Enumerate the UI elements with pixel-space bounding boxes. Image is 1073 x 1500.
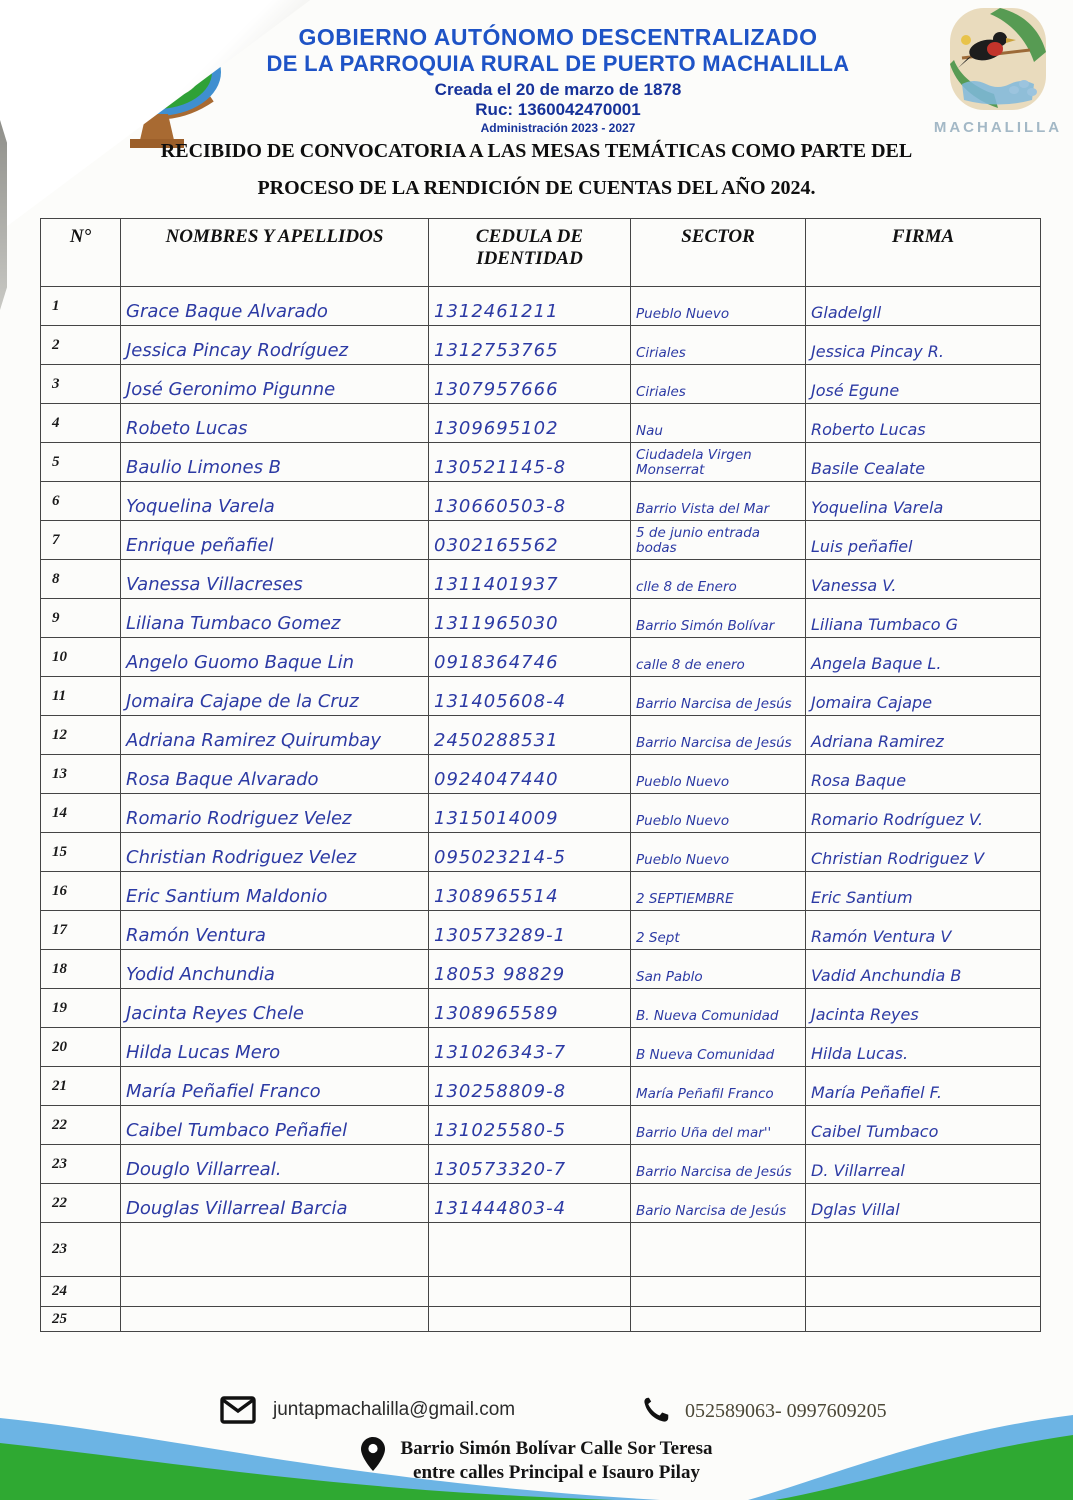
cedula-cell [429, 1223, 631, 1277]
document-title-line2: PROCESO DE LA RENDICIÓN DE CUENTAS DEL AÑO 2024. [257, 177, 816, 199]
firma-cell: Christian Rodriguez V [806, 833, 1041, 872]
row-number-cell: 25 [41, 1307, 121, 1332]
firma-cell: Vadid Anchundia B [806, 950, 1041, 989]
row-number-cell: 15 [41, 833, 121, 872]
table-row [41, 950, 1041, 989]
name-cell: Liliana Tumbaco Gomez [121, 599, 429, 638]
name-cell: Baulio Limones B [121, 443, 429, 482]
cedula-cell: 130573289-1 [429, 911, 631, 950]
table-row [41, 911, 1041, 950]
row-number-cell: 7 [41, 521, 121, 560]
row-number-cell: 2 [41, 326, 121, 365]
cedula-cell: 2450288531 [429, 716, 631, 755]
table-row [41, 599, 1041, 638]
org-header-text [248, 24, 868, 135]
attendance-table-body [41, 287, 1041, 1332]
row-number-cell: 22 [41, 1106, 121, 1145]
row-number-cell: 23 [41, 1145, 121, 1184]
name-cell: Yoquelina Varela [121, 482, 429, 521]
cedula-cell: 131026343-7 [429, 1028, 631, 1067]
row-number-cell: 11 [41, 677, 121, 716]
table-row [41, 833, 1041, 872]
org-name-line1: GOBIERNO AUTÓNOMO DESCENTRALIZADO [298, 24, 818, 50]
cedula-cell: 1312461211 [429, 287, 631, 326]
firma-cell: Caibel Tumbaco [806, 1106, 1041, 1145]
cedula-cell [429, 1307, 631, 1332]
sector-cell: B Nueva Comunidad [631, 1028, 806, 1067]
sector-cell: Barrio Narcisa de Jesús [631, 716, 806, 755]
email-item [220, 1396, 515, 1424]
row-number-cell: 16 [41, 872, 121, 911]
sector-cell: Ciriales [631, 365, 806, 404]
col-header-firma: FIRMA [806, 219, 1041, 287]
firma-cell: Angela Baque L. [806, 638, 1041, 677]
name-cell: Hilda Lucas Mero [121, 1028, 429, 1067]
cedula-cell: 1309695102 [429, 404, 631, 443]
firma-cell: Eric Santium [806, 872, 1041, 911]
table-row [41, 872, 1041, 911]
envelope-icon [220, 1396, 256, 1424]
row-number-cell: 23 [41, 1223, 121, 1277]
table-row [41, 794, 1041, 833]
table-row [41, 1145, 1041, 1184]
table-row [41, 716, 1041, 755]
name-cell: Douglas Villarreal Barcia [121, 1184, 429, 1223]
table-row [41, 638, 1041, 677]
sector-cell: Pueblo Nuevo [631, 755, 806, 794]
firma-cell: Roberto Lucas [806, 404, 1041, 443]
machalilla-logo-block [933, 6, 1063, 136]
firma-cell: Luis peñafiel [806, 521, 1041, 560]
cedula-cell: 1311965030 [429, 599, 631, 638]
table-row [41, 482, 1041, 521]
table-row [41, 1106, 1041, 1145]
phone-numbers: 052589063- 0997609205 [685, 1399, 887, 1422]
sector-cell: Nau [631, 404, 806, 443]
sector-cell: Ciriales [631, 326, 806, 365]
attendance-table [40, 218, 1041, 1332]
document-title [0, 133, 1073, 207]
org-admin-line: Administración 2023 - 2027 [480, 121, 636, 135]
table-row [41, 1028, 1041, 1067]
name-cell: Rosa Baque Alvarado [121, 755, 429, 794]
cedula-cell: 1308965514 [429, 872, 631, 911]
col-header-number: N° [41, 219, 121, 287]
cedula-cell: 1312753765 [429, 326, 631, 365]
col-header-names: NOMBRES Y APELLIDOS [121, 219, 429, 287]
firma-cell: Romario Rodríguez V. [806, 794, 1041, 833]
sector-cell: San Pablo [631, 950, 806, 989]
row-number-cell: 5 [41, 443, 121, 482]
name-cell [121, 1307, 429, 1332]
row-number-cell: 20 [41, 1028, 121, 1067]
firma-cell: Jessica Pincay R. [806, 326, 1041, 365]
row-number-cell: 4 [41, 404, 121, 443]
row-number-cell: 8 [41, 560, 121, 599]
table-row [41, 521, 1041, 560]
firma-cell: D. Villarreal [806, 1145, 1041, 1184]
row-number-cell: 24 [41, 1277, 121, 1307]
table-row [41, 1277, 1041, 1307]
firma-cell: Ramón Ventura V [806, 911, 1041, 950]
phone-item [640, 1396, 887, 1426]
firma-cell: Adriana Ramirez [806, 716, 1041, 755]
cedula-cell: 130573320-7 [429, 1145, 631, 1184]
cedula-cell: 0924047440 [429, 755, 631, 794]
firma-cell [806, 1277, 1041, 1307]
sector-cell: Ciudadela Virgen Monserrat [631, 443, 806, 482]
name-cell: Adriana Ramirez Quirumbay [121, 716, 429, 755]
cedula-cell [429, 1277, 631, 1307]
table-row [41, 989, 1041, 1028]
firma-cell: Hilda Lucas. [806, 1028, 1041, 1067]
row-number-cell: 10 [41, 638, 121, 677]
row-number-cell: 22 [41, 1184, 121, 1223]
name-cell [121, 1277, 429, 1307]
sector-cell: Pueblo Nuevo [631, 287, 806, 326]
cedula-cell: 0302165562 [429, 521, 631, 560]
name-cell: Jomaira Cajape de la Cruz [121, 677, 429, 716]
table-row [41, 404, 1041, 443]
document-title-line1: RECIBIDO DE CONVOCATORIA A LAS MESAS TEMÁTICAS COMO PARTE DEL [160, 140, 913, 162]
name-cell: Enrique peñafiel [121, 521, 429, 560]
cedula-cell: 1307957666 [429, 365, 631, 404]
table-row [41, 755, 1041, 794]
table-row [41, 677, 1041, 716]
sector-cell: B. Nueva Comunidad [631, 989, 806, 1028]
firma-cell: José Egune [806, 365, 1041, 404]
name-cell: Ramón Ventura [121, 911, 429, 950]
row-number-cell: 6 [41, 482, 121, 521]
firma-cell: Yoquelina Varela [806, 482, 1041, 521]
address-line1: Barrio Simón Bolívar Calle Sor Teresa [400, 1438, 713, 1459]
sector-cell: 2 SEPTIEMBRE [631, 872, 806, 911]
name-cell: Caibel Tumbaco Peñafiel [121, 1106, 429, 1145]
firma-cell [806, 1223, 1041, 1277]
sector-cell: Barrio Vista del Mar [631, 482, 806, 521]
name-cell: Romario Rodriguez Velez [121, 794, 429, 833]
row-number-cell: 1 [41, 287, 121, 326]
name-cell: Christian Rodriguez Velez [121, 833, 429, 872]
row-number-cell: 9 [41, 599, 121, 638]
cedula-cell: 1308965589 [429, 989, 631, 1028]
cedula-cell: 0918364746 [429, 638, 631, 677]
firma-cell: Jacinta Reyes [806, 989, 1041, 1028]
email-address: juntapmachalilla@gmail.com [273, 1399, 516, 1420]
name-cell: María Peñafiel Franco [121, 1067, 429, 1106]
name-cell: Douglo Villarreal. [121, 1145, 429, 1184]
row-number-cell: 19 [41, 989, 121, 1028]
machalilla-bird-logo [942, 6, 1054, 112]
sector-cell [631, 1277, 806, 1307]
name-cell: Yodid Anchundia [121, 950, 429, 989]
table-row [41, 287, 1041, 326]
sector-cell: Barrio Simón Bolívar [631, 599, 806, 638]
firma-cell: María Peñafiel F. [806, 1067, 1041, 1106]
name-cell: José Geronimo Pigunne [121, 365, 429, 404]
col-header-sector: SECTOR [631, 219, 806, 287]
address-text [401, 1437, 713, 1485]
sector-cell: clle 8 de Enero [631, 560, 806, 599]
firma-cell: Jomaira Cajape [806, 677, 1041, 716]
firma-cell: Liliana Tumbaco G [806, 599, 1041, 638]
sector-cell: María Peñafil Franco [631, 1067, 806, 1106]
firma-cell: Gladelgll [806, 287, 1041, 326]
row-number-cell: 3 [41, 365, 121, 404]
sector-cell [631, 1223, 806, 1277]
cedula-cell: 131444803-4 [429, 1184, 631, 1223]
sector-cell: calle 8 de enero [631, 638, 806, 677]
name-cell: Robeto Lucas [121, 404, 429, 443]
cedula-cell: 095023214-5 [429, 833, 631, 872]
name-cell: Jacinta Reyes Chele [121, 989, 429, 1028]
org-ruc-line: Ruc: 1360042470001 [475, 100, 641, 119]
firma-cell: Rosa Baque [806, 755, 1041, 794]
name-cell: Eric Santium Maldonio [121, 872, 429, 911]
cedula-cell: 18053 98829 [429, 950, 631, 989]
location-pin-icon [361, 1437, 385, 1471]
sector-cell: 5 de junio entrada bodas [631, 521, 806, 560]
org-created-line: Creada el 20 de marzo de 1878 [434, 80, 682, 99]
row-number-cell: 14 [41, 794, 121, 833]
row-number-cell: 21 [41, 1067, 121, 1106]
table-row [41, 1067, 1041, 1106]
sector-cell: Barrio Uña del mar'' [631, 1106, 806, 1145]
cedula-cell: 131405608-4 [429, 677, 631, 716]
row-number-cell: 13 [41, 755, 121, 794]
cedula-cell: 1315014009 [429, 794, 631, 833]
firma-cell: Dglas Villal [806, 1184, 1041, 1223]
table-row [41, 1184, 1041, 1223]
cedula-cell: 130258809-8 [429, 1067, 631, 1106]
firma-cell [806, 1307, 1041, 1332]
name-cell [121, 1223, 429, 1277]
phone-icon [640, 1396, 670, 1426]
scan-edge-artifact [0, 120, 7, 310]
footer-address-row [0, 1437, 1073, 1485]
sector-cell: 2 Sept [631, 911, 806, 950]
row-number-cell: 18 [41, 950, 121, 989]
cedula-cell: 130660503-8 [429, 482, 631, 521]
machalilla-logo-caption: MACHALILLA [933, 119, 1063, 136]
table-row [41, 1223, 1041, 1277]
firma-cell: Vanessa V. [806, 560, 1041, 599]
table-header-row [41, 219, 1041, 287]
row-number-cell: 17 [41, 911, 121, 950]
col-header-cedula: CEDULA DE IDENTIDAD [429, 219, 631, 287]
cedula-cell: 1311401937 [429, 560, 631, 599]
sector-cell: Pueblo Nuevo [631, 833, 806, 872]
table-row [41, 443, 1041, 482]
row-number-cell: 12 [41, 716, 121, 755]
table-row [41, 326, 1041, 365]
sector-cell: Bario Narcisa de Jesús [631, 1184, 806, 1223]
name-cell: Angelo Guomo Baque Lin [121, 638, 429, 677]
cedula-cell: 131025580-5 [429, 1106, 631, 1145]
firma-cell: Basile Cealate [806, 443, 1041, 482]
table-row [41, 365, 1041, 404]
address-line2: entre calles Principal e Isauro Pilay [413, 1462, 700, 1483]
org-name-line2: DE LA PARROQUIA RURAL DE PUERTO MACHALILLA [266, 51, 850, 76]
sector-cell: Pueblo Nuevo [631, 794, 806, 833]
name-cell: Grace Baque Alvarado [121, 287, 429, 326]
cedula-cell: 130521145-8 [429, 443, 631, 482]
name-cell: Jessica Pincay Rodríguez [121, 326, 429, 365]
sector-cell: Barrio Narcisa de Jesús [631, 1145, 806, 1184]
sector-cell [631, 1307, 806, 1332]
table-row [41, 560, 1041, 599]
table-row [41, 1307, 1041, 1332]
sector-cell: Barrio Narcisa de Jesús [631, 677, 806, 716]
name-cell: Vanessa Villacreses [121, 560, 429, 599]
